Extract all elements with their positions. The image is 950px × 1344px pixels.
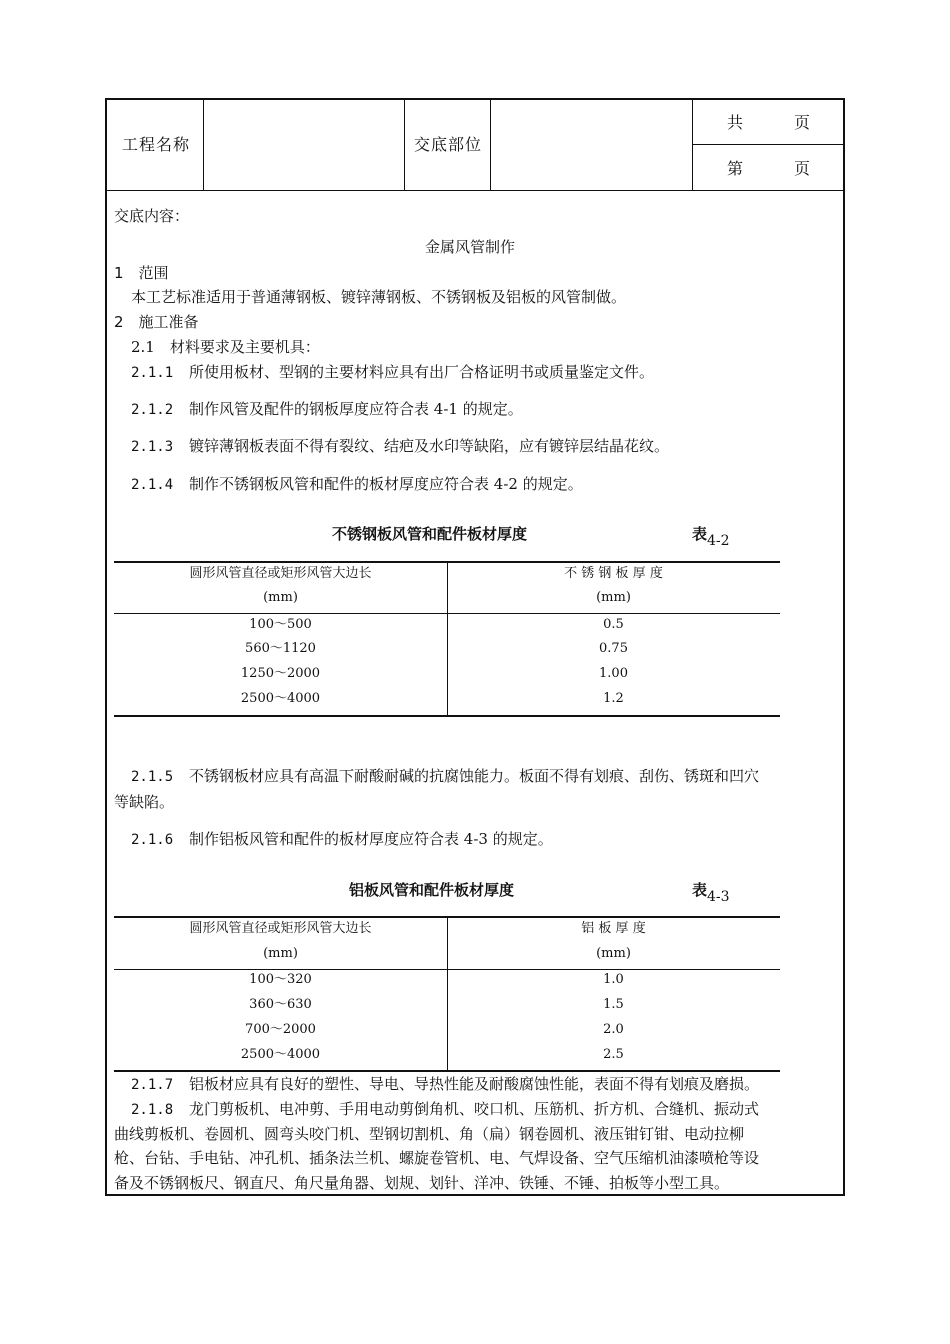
table-row-thickness: 1.5 bbox=[603, 997, 624, 1012]
table-row-range: 2500～4000 bbox=[240, 1047, 321, 1062]
table-4-3-title: 铝板风管和配件板材厚度 bbox=[349, 881, 515, 899]
table-4-2-col1-header: 圆形风管直径或矩形风管大边长 bbox=[189, 566, 372, 581]
section-2-1-6-text: 制作铝板风管和配件的板材厚度应符合表 4-3 的规定。 bbox=[189, 830, 553, 848]
section-2-1-7-number: 2.1.7 bbox=[131, 1077, 174, 1093]
table-4-3-number-value: 4-3 bbox=[707, 889, 730, 905]
table-row-thickness: 0.75 bbox=[599, 641, 628, 656]
page-label: 第 bbox=[727, 159, 745, 178]
header-divider-1 bbox=[203, 98, 204, 190]
section-1-heading: 1 范围 bbox=[114, 264, 169, 282]
section-2-1-3-text: 镀锌薄钢板表面不得有裂纹、结疤及水印等缺陷，应有镀锌层结晶花纹。 bbox=[189, 437, 670, 455]
table-row-thickness: 2.5 bbox=[603, 1047, 624, 1062]
section-2-1-8-number: 2.1.8 bbox=[131, 1102, 174, 1118]
table-row-range: 700～2000 bbox=[245, 1022, 316, 1037]
table-4-3-col1-unit: (mm) bbox=[263, 946, 298, 961]
table-row-thickness: 1.00 bbox=[599, 666, 628, 681]
section-2-1-5-text: 不锈钢板材应具有高温下耐酸耐碱的抗腐蚀能力。板面不得有划痕、刮伤、锈斑和凹穴 bbox=[189, 767, 760, 785]
table-4-3-col1-header: 圆形风管直径或矩形风管大边长 bbox=[189, 921, 372, 936]
page-pages-label: 页 bbox=[794, 159, 812, 178]
table-row-range: 1250～2000 bbox=[240, 666, 321, 681]
table-row-range: 2500～4000 bbox=[240, 691, 321, 706]
table-row-range: 560～1120 bbox=[245, 641, 316, 656]
project-name-label: 工程名称 bbox=[122, 135, 191, 154]
table-4-2-number bbox=[692, 523, 730, 549]
section-2-1-8-text: 龙门剪板机、电冲剪、手用电动剪倒角机、咬口机、压筋机、折方机、合缝机、振动式 bbox=[189, 1100, 760, 1118]
page-cell-divider bbox=[692, 144, 845, 145]
total-label: 共 bbox=[727, 113, 745, 132]
table-row-range: 100～500 bbox=[249, 617, 312, 632]
section-1-text: 本工艺标准适用于普通薄钢板、镀锌薄钢板、不锈钢板及铝板的风管制做。 bbox=[131, 288, 627, 306]
table-4-2-word: 表 bbox=[692, 525, 708, 543]
table-row-thickness: 1.0 bbox=[603, 972, 624, 987]
section-2-1-4-text: 制作不锈钢板风管和配件的板材厚度应符合表 4-2 的规定。 bbox=[189, 475, 583, 493]
table-4-2-bottom-rule bbox=[114, 715, 780, 717]
location-label: 交底部位 bbox=[414, 135, 483, 154]
table-4-2-col2-unit: (mm) bbox=[596, 590, 631, 605]
section-2-1-7-text: 铝板材应具有良好的塑性、导电、导热性能及耐酸腐蚀性能，表面不得有划痕及磨损。 bbox=[189, 1075, 760, 1093]
section-2-1-8-text-cont-1: 曲线剪板机、卷圆机、圆弯头咬门机、型钢切割机、角（扁）钢卷圆机、液压钳钉钳、电动拉柳 bbox=[114, 1125, 745, 1143]
total-pages-label: 页 bbox=[794, 113, 812, 132]
section-2-1-8-text-cont-2: 枪、台钻、手电钻、冲孔机、插条法兰机、螺旋卷管机、电、气焊设备、空气压缩机油漆喷枪等设 bbox=[114, 1149, 760, 1167]
header-bottom-rule bbox=[105, 190, 845, 191]
section-2-1-8-text-cont-3: 备及不锈钢板尺、钢直尺、角尺量角器、划规、划针、洋冲、铁锤、不锤、拍板等小型工具。 bbox=[114, 1174, 730, 1192]
table-4-3-word: 表 bbox=[692, 881, 708, 899]
intro-label: 交底内容： bbox=[114, 207, 190, 225]
section-2-1-5-number: 2.1.5 bbox=[131, 769, 174, 785]
section-2-1-1-number: 2.1.1 bbox=[131, 365, 174, 381]
table-row-thickness: 0.5 bbox=[603, 617, 624, 632]
table-4-3-col2-header: 铝 板 厚 度 bbox=[581, 921, 646, 936]
section-2-1-4-number: 2.1.4 bbox=[131, 477, 174, 493]
table-4-2-col1-unit: (mm) bbox=[263, 590, 298, 605]
location-value[interactable] bbox=[496, 135, 686, 155]
section-2-1-3-number: 2.1.3 bbox=[131, 439, 174, 455]
table-row-range: 100～320 bbox=[249, 972, 312, 987]
section-2-1-6-number: 2.1.6 bbox=[131, 832, 174, 848]
header-divider-3 bbox=[490, 98, 491, 190]
table-row-range: 360～630 bbox=[249, 997, 312, 1012]
table-row-thickness: 1.2 bbox=[603, 691, 624, 706]
project-name-value[interactable] bbox=[210, 135, 398, 155]
document-title: 金属风管制作 bbox=[425, 238, 516, 256]
section-2-1: 2.1 材料要求及主要机具： bbox=[131, 338, 320, 356]
table-row-thickness: 2.0 bbox=[603, 1022, 624, 1037]
table-4-2-number-value: 4-2 bbox=[707, 533, 730, 549]
table-4-2-title: 不锈钢板风管和配件板材厚度 bbox=[332, 525, 528, 543]
table-4-3-bottom-rule bbox=[114, 1070, 780, 1072]
table-4-3-col2-unit: (mm) bbox=[596, 946, 631, 961]
table-4-2-col2-header: 不 锈 钢 板 厚 度 bbox=[564, 566, 663, 581]
table-4-3-number bbox=[692, 879, 730, 905]
section-2-heading: 2 施工准备 bbox=[114, 313, 199, 331]
section-2-1-5-text-cont: 等缺陷。 bbox=[114, 793, 175, 811]
section-2-1-2-text: 制作风管及配件的钢板厚度应符合表 4-1 的规定。 bbox=[189, 400, 523, 418]
header-divider-4 bbox=[692, 98, 693, 190]
header-divider-2 bbox=[404, 98, 405, 190]
section-2-1-2-number: 2.1.2 bbox=[131, 402, 174, 418]
section-2-1-1-text: 所使用板材、型钢的主要材料应具有出厂合格证明书或质量鉴定文件。 bbox=[189, 363, 655, 381]
